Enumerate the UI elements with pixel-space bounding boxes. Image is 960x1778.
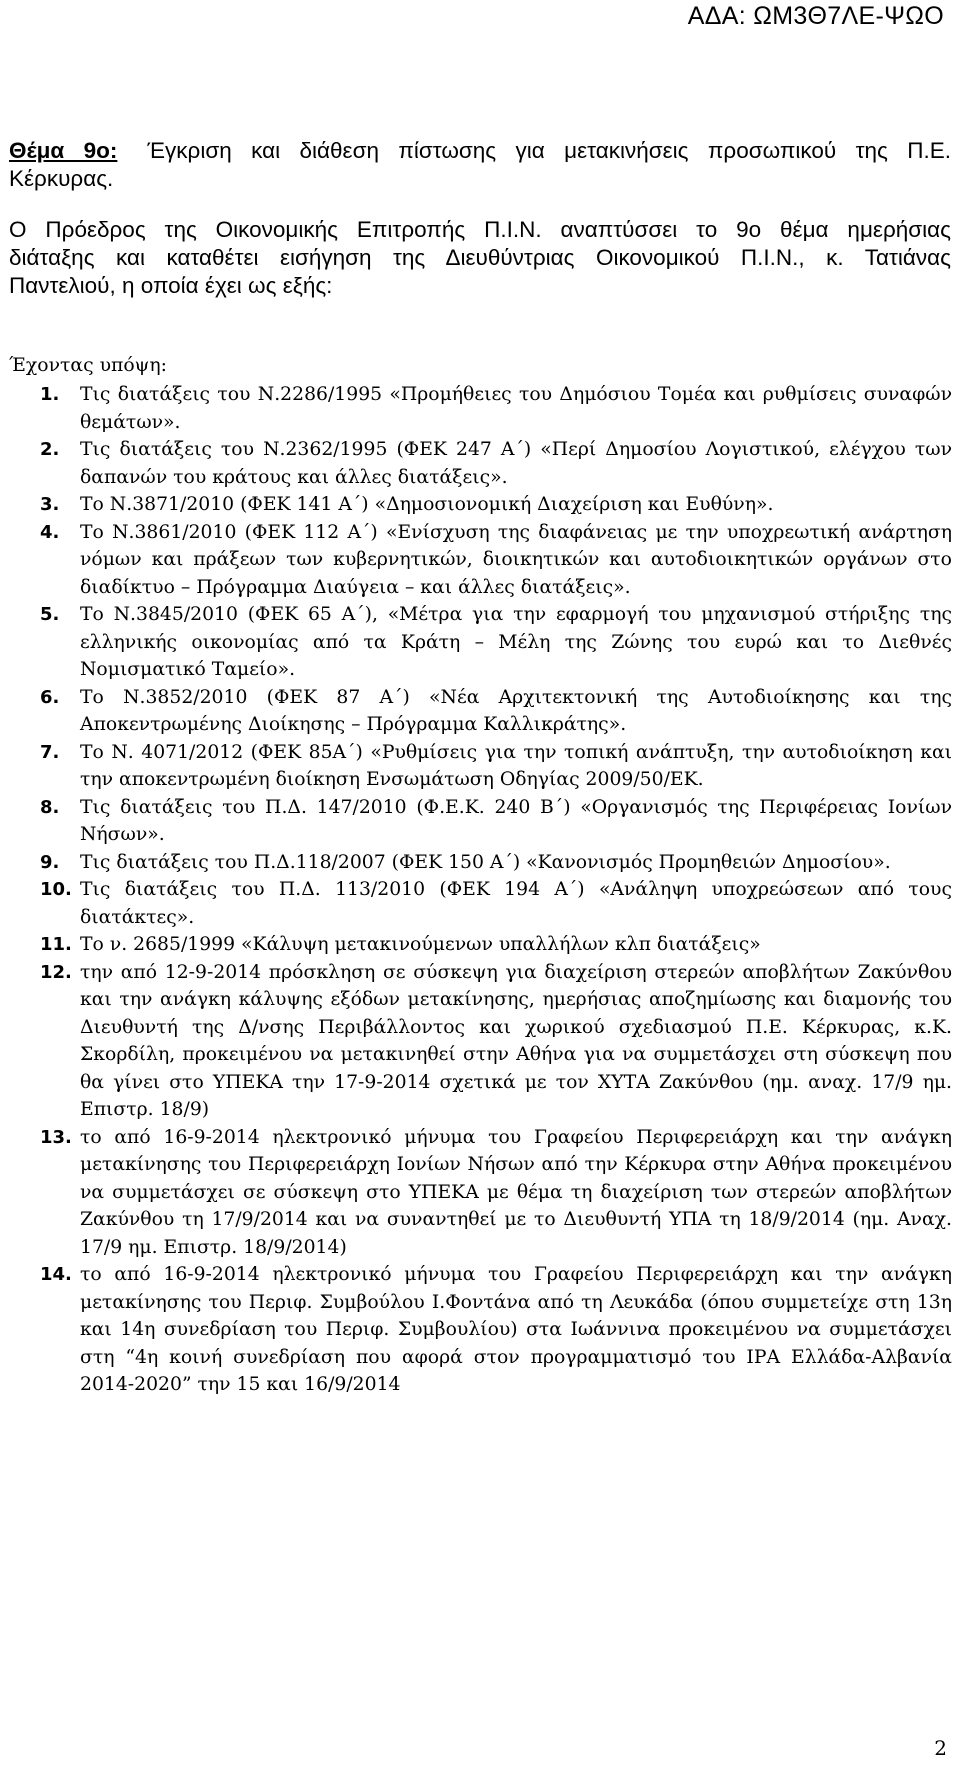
list-item <box>40 1124 952 1262</box>
item-text: Το Ν. 4071/2012 (ΦΕΚ 85Α΄) «Ρυθμίσεις για την τοπική ανάπτυξη, την αυτοδιοίκηση και την αποκεντρωμένη διοίκηση Ενσωμάτωση Οδηγίας 2009/50/ΕΚ. <box>80 741 952 790</box>
subject-block <box>9 137 951 193</box>
item-number: 7. <box>40 741 60 763</box>
list-item <box>40 436 952 491</box>
item-text: Το Ν.3861/2010 (ΦΕΚ 112 Α΄) «Ενίσχυση της διαφάνειας με την υποχρεωτική ανάρτηση νόμων και πράξεων των κυβερνητικών, διοικητικών και αυτοδιοικητικών οργάνων στο διαδίκτυο – Πρόγραμμα Διαύγεια – και άλλες διατάξεις». <box>80 521 952 598</box>
considering-heading: Έχοντας υπόψη: <box>9 355 167 376</box>
item-text: το από 16-9-2014 ηλεκτρονικό μήνυμα του Γραφείου Περιφερειάρχη και την ανάγκη μετακίνησης του Περιφερειάρχη Ιονίων Νήσων από την Κέρκυρα στην Αθήνα προκειμένου να συμμετάσχει σε σύσκεψη στο ΥΠΕΚΑ με θέμα τη διαχείριση των στερεών αποβλήτων Ζακύνθου τη 17/9/2014 και να συναντηθεί με το Διευθυντή ΥΠΑ τη 18/9/2014 (ημ. Αναχ. 17/9 ημ. Επιστρ. 18/9/2014) <box>80 1126 952 1258</box>
list-item <box>40 601 952 684</box>
subject-title: Έγκριση και διάθεση πίστωσης για μετακινήσεις προσωπικού της Π.Ε. <box>147 138 951 163</box>
item-number: 12. <box>40 961 72 983</box>
list-item <box>40 959 952 1124</box>
item-number: 1. <box>40 384 60 405</box>
subject-label: Θέμα 9ο: <box>9 138 118 163</box>
ada-code: ΑΔΑ: ΩΜ3Θ7ΛΕ-ΨΩΟ <box>687 2 944 30</box>
item-number: 2. <box>40 439 60 460</box>
page-number: 2 <box>934 1736 947 1760</box>
item-number: 8. <box>40 796 60 818</box>
list-item <box>40 739 952 794</box>
item-number: 9. <box>40 851 60 873</box>
item-text: την από 12-9-2014 πρόσκληση σε σύσκεψη για διαχείριση στερεών αποβλήτων Ζακύνθου και την ανάγκη κάλυψης εξόδων μετακίνησης, ημερήσιας αποζημίωσης και διαμονής του Διευθυντή της Δ/νσης Περιβάλλοντος και χωρικού σχεδιασμού Π.Ε. Κέρκυρας, κ.Κ. Σκορδίλη, προκειμένου να μετακινηθεί στην Αθήνα για να συμμετάσχει στη σύσκεψη που θα γίνει στο ΥΠΕΚΑ την 17-9-2014 σχετικά με τον ΧΥΤΑ Ζακύνθου (ημ. αναχ. 17/9 ημ. Επιστρ. 18/9) <box>80 961 952 1120</box>
intro-line-3: Παντελιού, η οποία έχει ως εξής: <box>9 273 333 298</box>
item-number: 13. <box>40 1126 72 1148</box>
subject-line-1 <box>9 137 951 165</box>
considerations-list <box>40 381 952 1399</box>
list-item <box>40 931 952 959</box>
item-text: Τις διατάξεις του Ν.2286/1995 «Προμήθειες του Δημόσιου Τομέα και ρυθμίσεις συναφών θεμάτων». <box>80 384 952 433</box>
item-number: 11. <box>40 934 72 955</box>
item-number: 6. <box>40 686 60 708</box>
item-number: 4. <box>40 521 60 543</box>
subject-line-2: Κέρκυρας. <box>9 166 114 191</box>
item-number: 14. <box>40 1264 72 1285</box>
list-item <box>40 381 952 436</box>
item-text: Το Ν.3852/2010 (ΦΕΚ 87 Α΄) «Νέα Αρχιτεκτονική της Αυτοδιοίκησης και της Αποκεντρωμένης Διοίκησης – Πρόγραμμα Καλλικράτης». <box>80 686 952 735</box>
intro-paragraph <box>9 216 951 300</box>
list-item <box>40 876 952 931</box>
item-text: το από 16-9-2014 ηλεκτρονικό μήνυμα του Γραφείου Περιφερειάρχη και την ανάγκη μετακίνησης του Περιφ. Συμβούλου Ι.Φοντάνα από τη Λευκάδα (όπου συμμετείχε στη 13η και 14η συνεδρίαση του Περιφ. Συμβουλίου) στα Ιωάννινα προκειμένου να συμμετάσχει στη “4η κοινή συνεδρίαση που αφορά στον προγραμματισμό του ΙΡΑ Ελλάδα-Αλβανία 2014-2020” την 15 και 16/9/2014 <box>80 1264 952 1395</box>
item-text: Το Ν.3845/2010 (ΦΕΚ 65 Α΄), «Μέτρα για την εφαρμογή του μηχανισμού στήριξης της ελληνικής οικονομίας από τα Κράτη – Μέλη της Ζώνης του ευρώ και το Διεθνές Νομισματικό Ταμείο». <box>80 604 952 680</box>
item-text: Το ν. 2685/1999 «Κάλυψη μετακινούμενων υπαλλήλων κλπ διατάξεις» <box>80 934 761 955</box>
item-number: 5. <box>40 604 60 625</box>
list-item <box>40 1261 952 1399</box>
item-text: Τις διατάξεις του Π.Δ. 147/2010 (Φ.Ε.Κ. 240 Β΄) «Οργανισμός της Περιφέρειας Ιονίων Νήσων». <box>80 796 952 845</box>
intro-line-2: διάταξης και καταθέτει εισήγηση της Διευθύντριας Οικονομικού Π.Ι.Ν., κ. Τατιάνας <box>9 245 951 270</box>
intro-line-1: Ο Πρόεδρος της Οικονομικής Επιτροπής Π.Ι.Ν. αναπτύσσει το 9ο θέμα ημερήσιας <box>9 217 951 242</box>
item-number: 10. <box>40 879 72 900</box>
list-item <box>40 849 952 877</box>
item-text: Το Ν.3871/2010 (ΦΕΚ 141 Α΄) «Δημοσιονομική Διαχείριση και Ευθύνη». <box>80 494 774 515</box>
item-text: Τις διατάξεις του Ν.2362/1995 (ΦΕΚ 247 Α΄) «Περί Δημοσίου Λογιστικού, ελέγχου των δαπανών του κράτους και άλλες διατάξεις». <box>80 439 952 488</box>
item-number: 3. <box>40 494 60 515</box>
list-item <box>40 684 952 739</box>
item-text: Τις διατάξεις του Π.Δ. 113/2010 (ΦΕΚ 194 Α΄) «Ανάληψη υποχρεώσεων από τους διατάκτες». <box>80 879 952 928</box>
list-item <box>40 794 952 849</box>
item-text: Τις διατάξεις του Π.Δ.118/2007 (ΦΕΚ 150 Α΄) «Κανονισμός Προμηθειών Δημοσίου». <box>80 851 891 873</box>
list-item <box>40 491 952 519</box>
list-item <box>40 519 952 602</box>
